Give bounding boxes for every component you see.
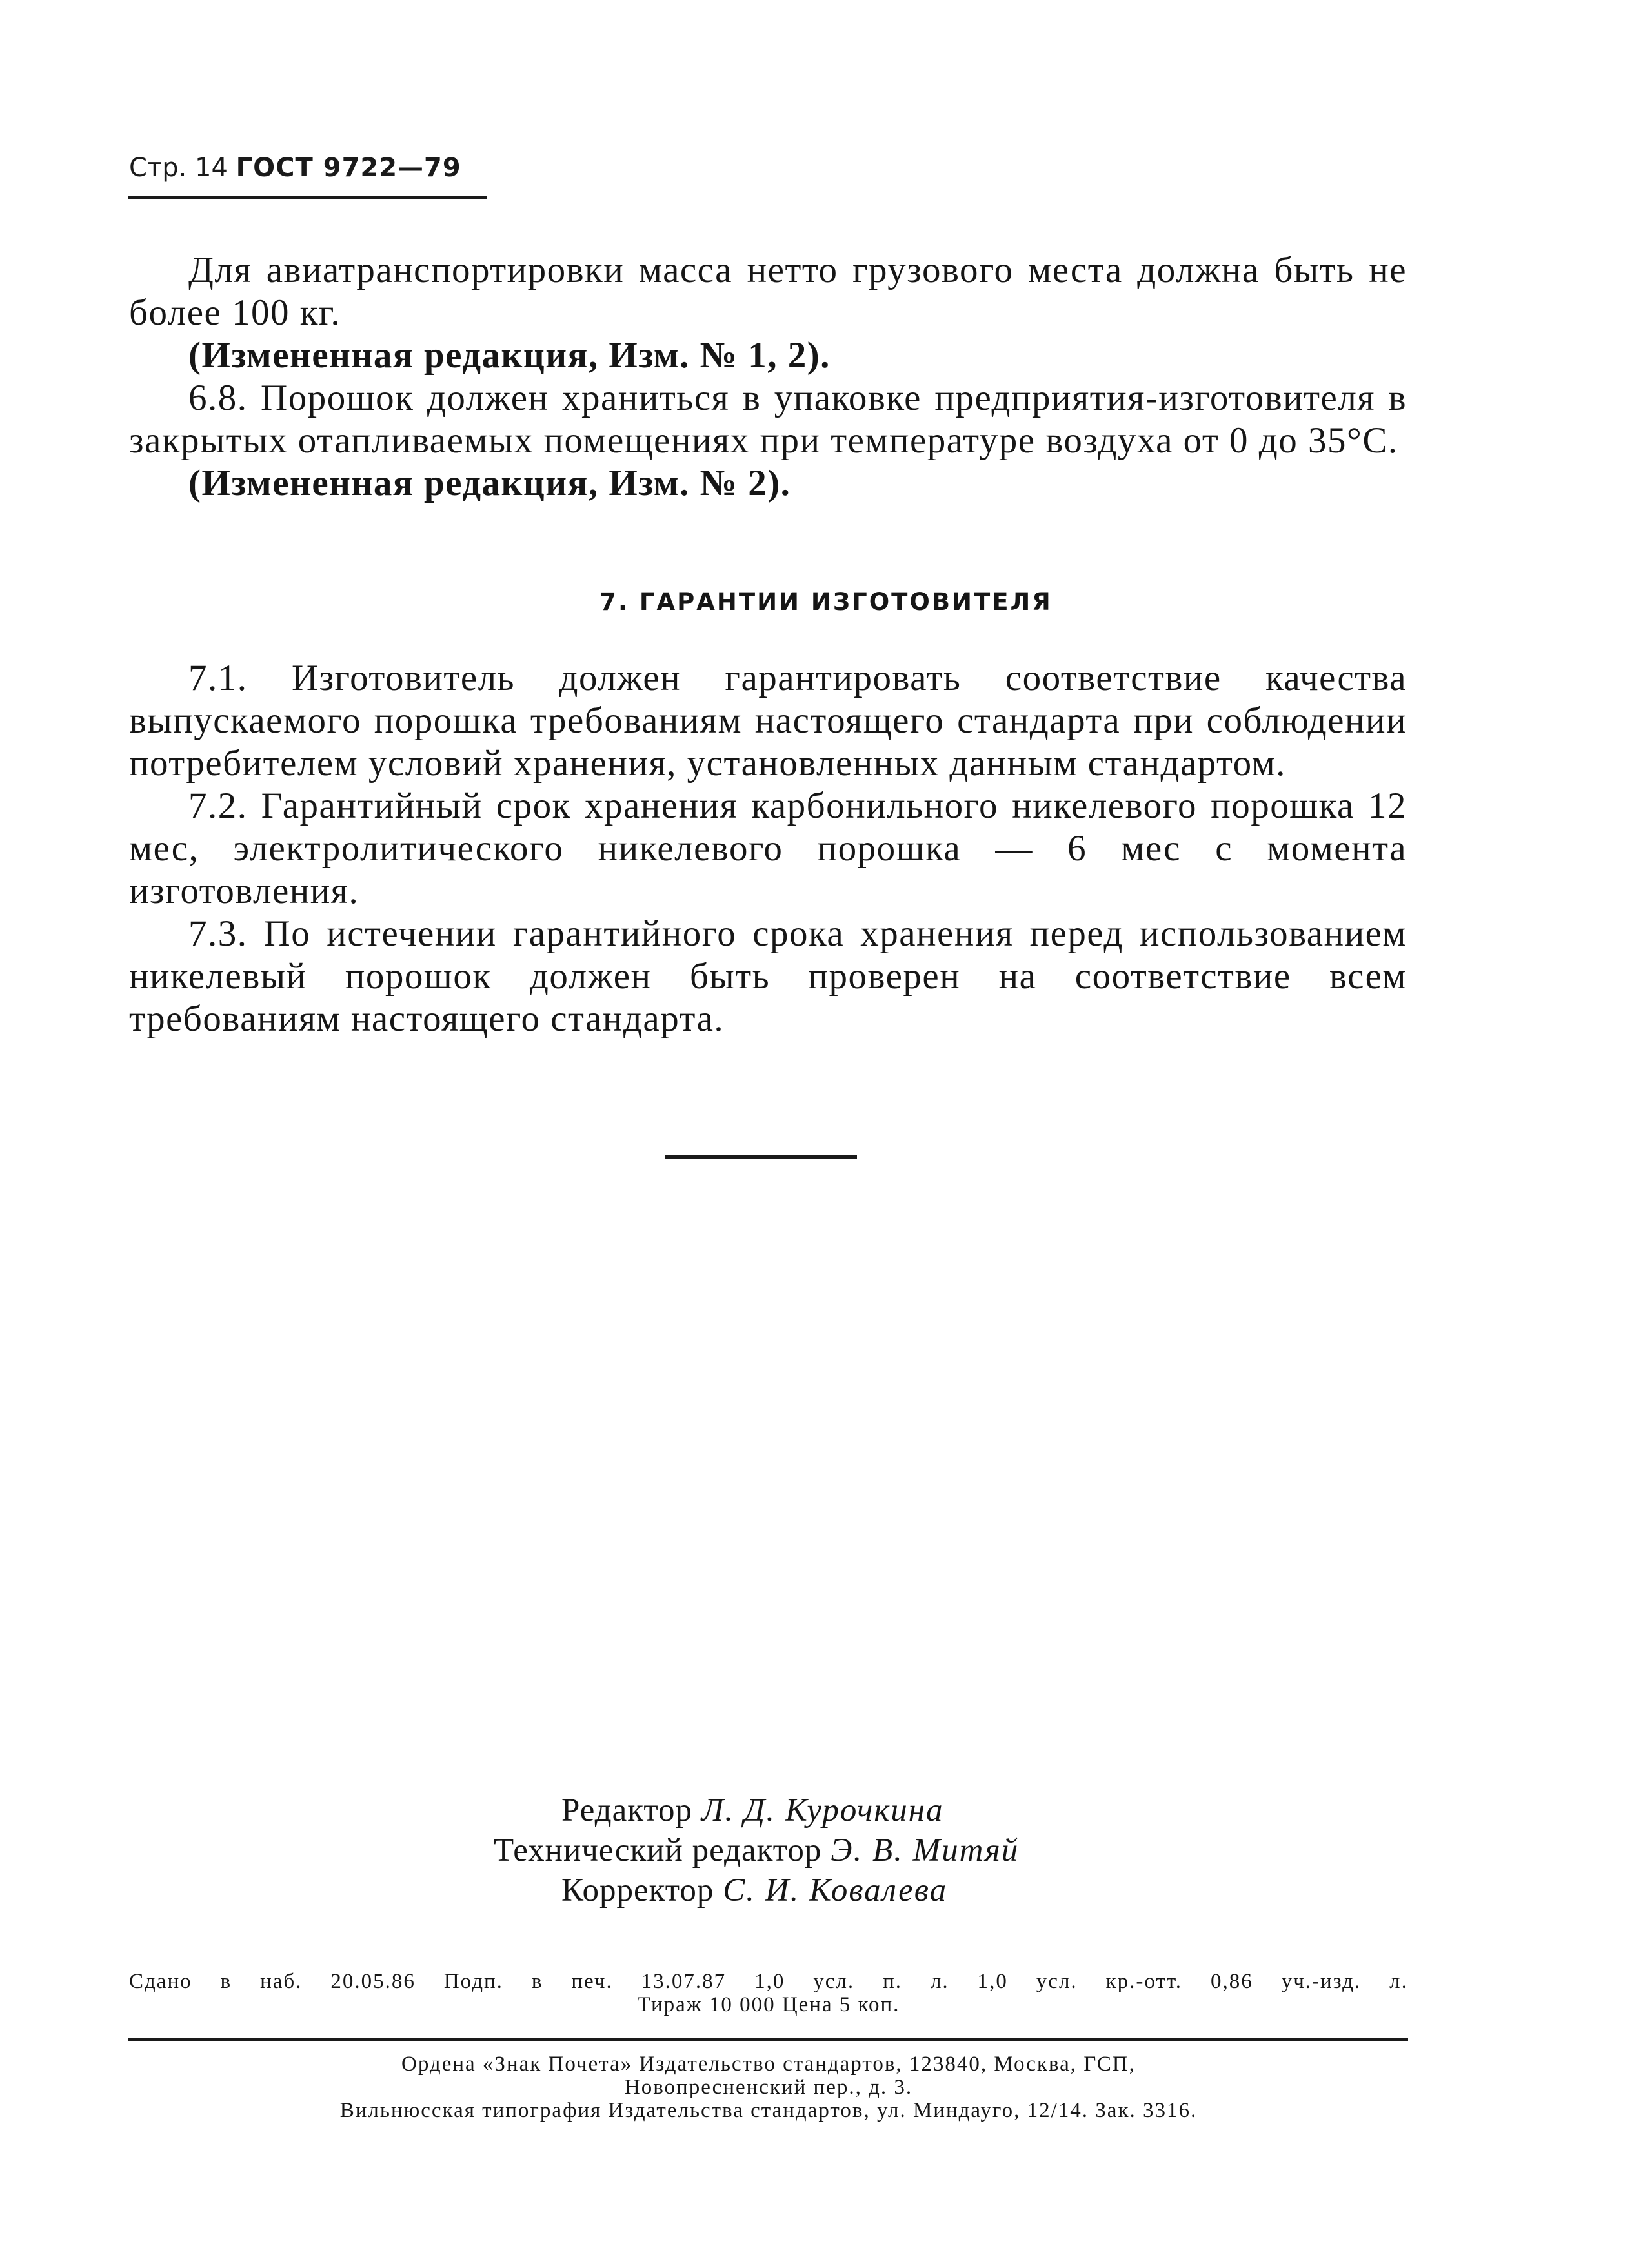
imprint-word: наб. (260, 1970, 303, 1993)
imprint-word: усл. (1036, 1970, 1078, 1993)
imprint-word: печ. (571, 1970, 613, 1993)
running-header (129, 152, 461, 183)
imprint-word: усл. (813, 1970, 855, 1993)
standard-number: ГОСТ 9722—79 (236, 153, 461, 183)
imprint-word: л. (930, 1970, 949, 1993)
paragraph-7-3: 7.3. По истечении гарантийного срока хранения перед использованием никелевый порошок должен быть проверен на соответствие всем требованиям настоящего стандарта. (129, 913, 1407, 1039)
section-6-continuation (129, 249, 1407, 505)
page-label: Стр. 14 (129, 153, 228, 183)
imprint-publisher (129, 2052, 1408, 2122)
imprint-rule (128, 2038, 1408, 2041)
imprint-word: 1,0 (977, 1970, 1008, 1993)
imprint-word: в (220, 1970, 232, 1993)
paragraph-6-8: 6.8. Порошок должен храниться в упаковке предприятия-изготовителя в закрытых отапливаемых помещениях при температуре воздуха от 0 до 35°С. (129, 378, 1407, 461)
imprint-printer-line: Вильнюсская типография Издательства стандартов, ул. Миндауго, 12/14. Зак. 3316. (339, 2099, 1198, 2122)
section-7-body (129, 657, 1407, 1040)
amendment-note-2: (Измененная редакция, Изм. № 2). (188, 463, 791, 503)
imprint-address-line: Новопресненский пер., д. 3. (624, 2076, 913, 2099)
credit-corrector (561, 1870, 947, 1910)
imprint-word: Подп. (443, 1970, 503, 1993)
imprint-word: 20.05.86 (330, 1970, 416, 1993)
imprint-word: кр.-отт. (1105, 1970, 1183, 1993)
imprint-circulation-line: Тираж 10 000 Цена 5 коп. (637, 1993, 900, 2016)
header-rule (128, 196, 487, 199)
tech-editor-name: Э. В. Митяй (831, 1832, 1020, 1869)
imprint-word: уч.-изд. (1281, 1970, 1362, 1993)
tech-editor-label: Технический редактор (494, 1832, 822, 1869)
editor-name: Л. Д. Курочкина (701, 1792, 944, 1828)
imprint-word: п. (883, 1970, 903, 1993)
imprint-word: в (531, 1970, 543, 1993)
imprint-top (129, 1970, 1408, 2016)
imprint-publisher-line: Ордена «Знак Почета» Издательство стандартов, 123840, Москва, ГСП, (401, 2052, 1136, 2076)
imprint-word: 1,0 (754, 1970, 785, 1993)
imprint-word: 0,86 (1211, 1970, 1253, 1993)
corrector-label: Корректор (561, 1872, 714, 1909)
corrector-name: С. И. Ковалева (723, 1872, 948, 1909)
imprint-word: Сдано (129, 1970, 192, 1993)
paragraph-7-1: 7.1. Изготовитель должен гарантировать соответствие качества выпускаемого порошка требованиям настоящего стандарта при соблюдении потребителем условий хранения, установленных данным стандартом. (129, 658, 1407, 784)
section-7-title: 7. ГАРАНТИИ ИЗГОТОВИТЕЛЯ (599, 588, 1053, 616)
credit-editor (561, 1790, 944, 1830)
paragraph-air-transport: Для авиатранспортировки масса нетто грузового места должна быть не более 100 кг. (129, 250, 1407, 333)
paragraph-7-2: 7.2. Гарантийный срок хранения карбонильного никелевого порошка 12 мес, электролитического никелевого порошка — 6 мес с момента изготовления. (129, 785, 1407, 911)
imprint-word: л. (1389, 1970, 1408, 1993)
separator-rule (665, 1155, 857, 1159)
amendment-note-1: (Измененная редакция, Изм. № 1, 2). (188, 335, 831, 376)
credit-tech-editor (494, 1830, 1019, 1870)
editor-label: Редактор (561, 1792, 692, 1828)
imprint-dates-line (129, 1970, 1408, 1993)
imprint-word: 13.07.87 (641, 1970, 727, 1993)
